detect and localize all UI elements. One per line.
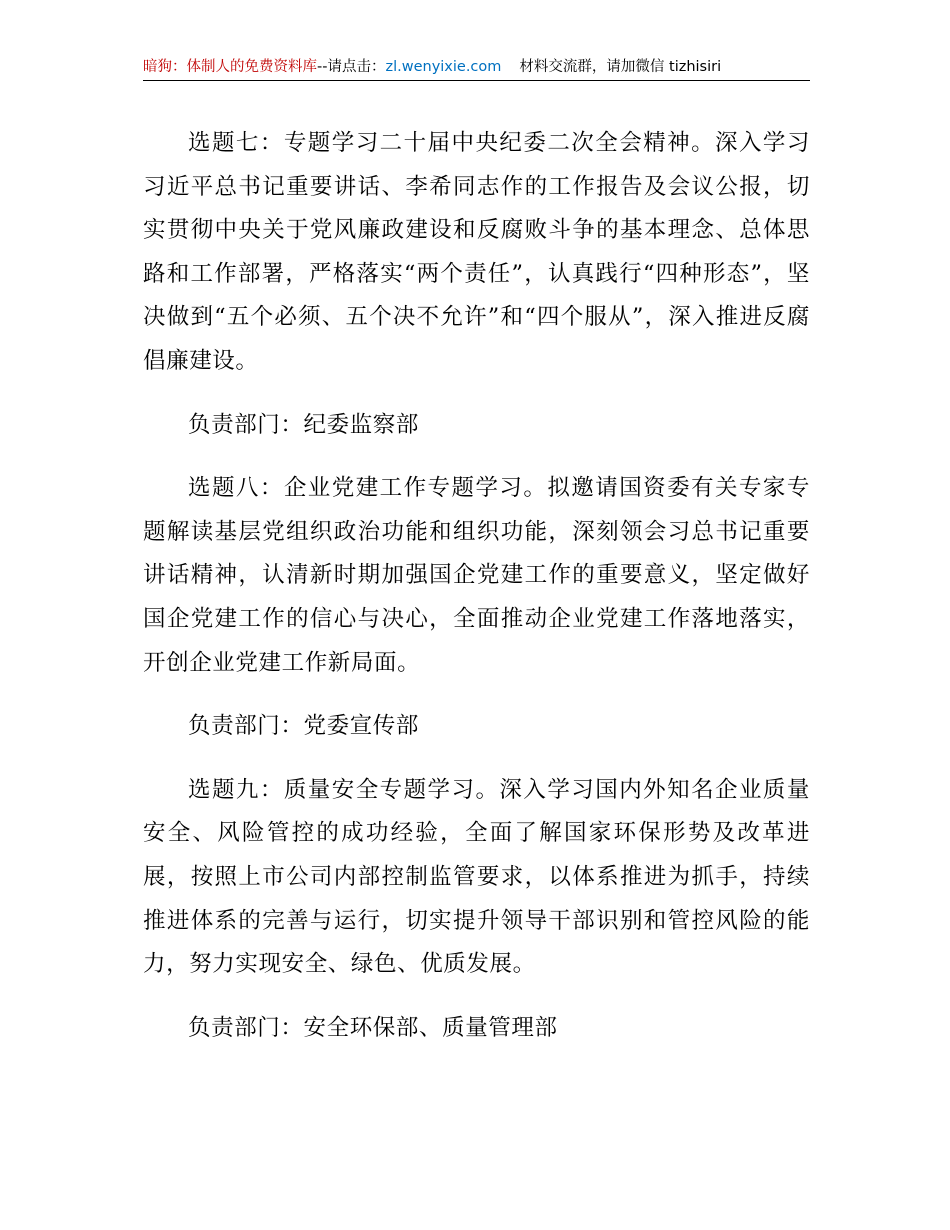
header-group-info: 材料交流群，请加微信 tizhisiri bbox=[519, 59, 722, 75]
paragraph-dept-7: 负责部门：纪委监察部 bbox=[188, 411, 420, 438]
paragraph-topic-8: 选题八：企业党建工作专题学习。拟邀请国资委有关专家专题解读基层党组织政治功能和组织功能，深刻领会习总书记重要讲话精神，认清新时期加强国企党建工作的重要意义，坚定做好国企党建工作的信心与决心，全面推动企业党建工作落地落实，开创企业党建工作新局面。 bbox=[143, 475, 810, 676]
header-brand: 暗狗：体制人的免费资料库 bbox=[143, 59, 317, 75]
page-header bbox=[143, 56, 810, 81]
paragraph-topic-9: 选题九：质量安全专题学习。深入学习国内外知名企业质量安全、风险管控的成功经验，全面了解国家环保形势及改革进展，按照上市公司内部控制监管要求，以体系推进为抓手，持续推进体系的完善与运行，切实提升领导干部识别和管控风险的能力，努力实现安全、绿色、优质发展。 bbox=[143, 776, 810, 978]
paragraph-dept-8: 负责部门：党委宣传部 bbox=[188, 713, 420, 740]
header-prompt: --请点击： bbox=[317, 59, 386, 75]
header-link[interactable]: zl.wenyixie.com bbox=[385, 59, 502, 75]
paragraph-dept-9: 负责部门：安全环保部、质量管理部 bbox=[188, 1014, 558, 1041]
paragraph-topic-7: 选题七：专题学习二十届中央纪委二次全会精神。深入学习习近平总书记重要讲话、李希同志作的工作报告及会议公报，切实贯彻中央关于党风廉政建设和反腐败斗争的基本理念、总体思路和工作部署，严格落实“两个责任”，认真践行“四种形态”，坚决做到“五个必须、五个决不允许”和“四个服从”，深入推进反腐倡廉建设。 bbox=[143, 130, 810, 374]
document-body bbox=[143, 122, 810, 1050]
